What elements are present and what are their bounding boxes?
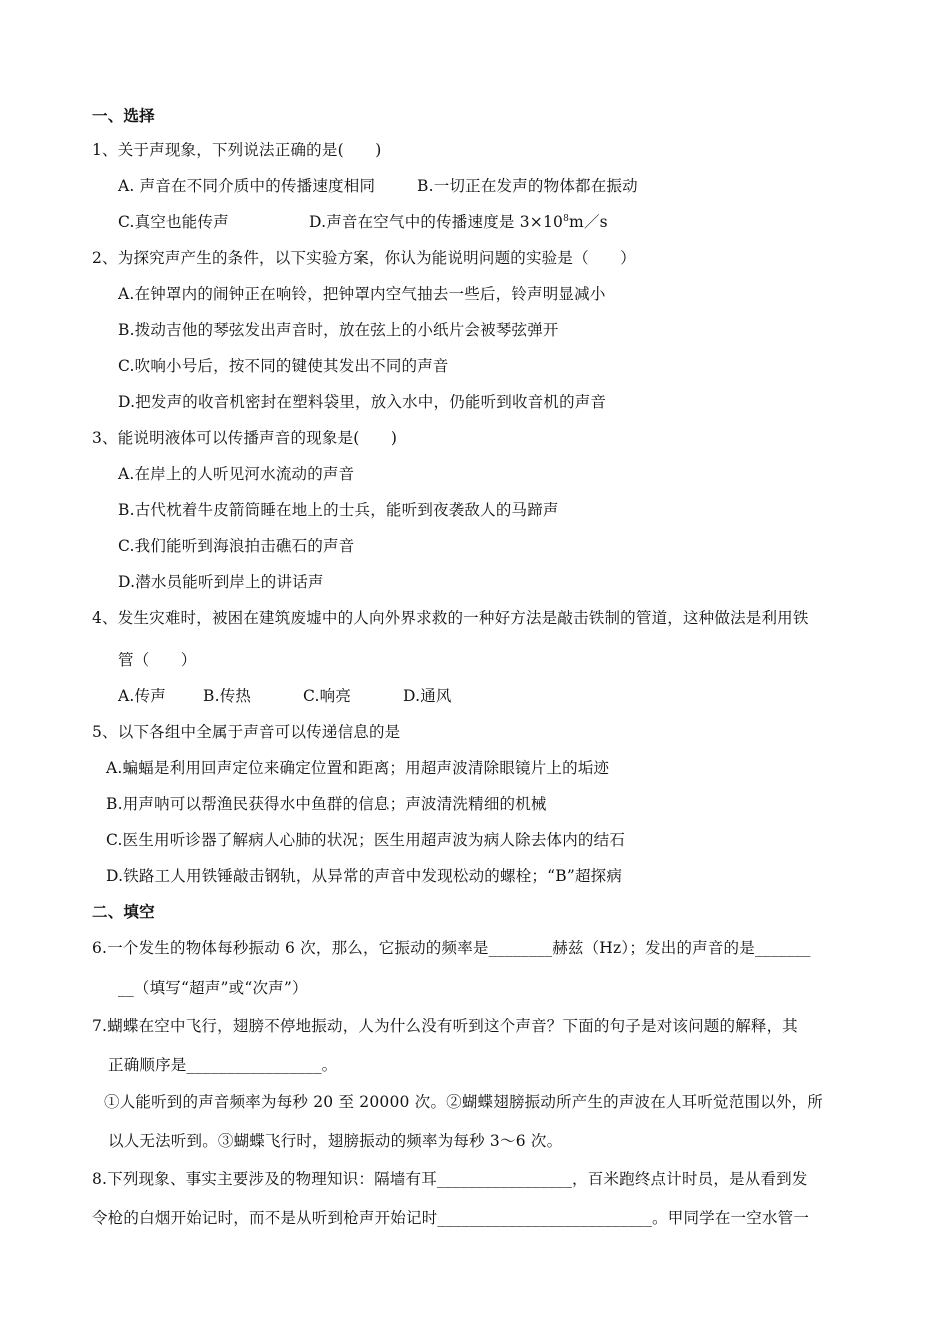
question-6-line-2: __（填写“超声”或“次声”） (118, 979, 308, 997)
question-4-option-a: A.传声 (118, 687, 166, 705)
section-heading-choice: 一、选择 (92, 107, 155, 125)
question-3-stem: 3、能说明液体可以传播声音的现象是( ) (92, 429, 398, 447)
option-d-text: D.声音在空气中的传播速度是 3×10 (309, 213, 564, 231)
question-5-stem: 5、以下各组中全属于声音可以传递信息的是 (92, 723, 401, 741)
section-heading-fill: 二、填空 (92, 903, 155, 921)
question-4-option-d: D.通风 (403, 687, 452, 705)
question-5-option-d: D.铁路工人用铁锤敲击钢轨，从异常的声音中发现松动的螺栓；“B”超探病 (106, 867, 623, 885)
question-1-option-b: B.一切正在发声的物体都在振动 (417, 177, 638, 195)
question-8-line-2: 令枪的白烟开始记时，而不是从听到枪声开始记时___________________________。甲同学在一空水管一 (92, 1209, 810, 1227)
question-3-option-d: D.潜水员能听到岸上的讲话声 (118, 573, 324, 591)
question-4-stem: 4、发生灾难时，被困在建筑废墟中的人向外界求救的一种好方法是敲击铁制的管道，这种做法是利用铁 (92, 609, 809, 627)
question-3-option-c: C.我们能听到海浪拍击礁石的声音 (118, 537, 355, 555)
option-d-unit: m／s (569, 213, 608, 231)
question-1-option-d (309, 210, 608, 232)
question-2-option-a: A.在钟罩内的闹钟正在响铃，把钟罩内空气抽去一些后，铃声明显减小 (118, 285, 606, 303)
question-6-line-1: 6.一个发生的物体每秒振动 6 次，那么，它振动的频率是________赫兹（Hz）；发出的声音的是_______ (92, 939, 811, 957)
question-3-option-a: A.在岸上的人听见河水流动的声音 (118, 465, 355, 483)
question-2-option-c: C.吹响小号后，按不同的键使其发出不同的声音 (118, 357, 449, 375)
question-2-stem: 2、为探究声产生的条件，以下实验方案，你认为能说明问题的实验是（ ） (92, 249, 636, 267)
question-5-option-b: B.用声呐可以帮渔民获得水中鱼群的信息；声波清洗精细的机械 (106, 795, 547, 813)
question-7-line-2: 正确顺序是_________________。 (108, 1056, 338, 1074)
question-4-stem-continued: 管（ ） (118, 651, 197, 669)
question-3-option-b: B.古代枕着牛皮箭筒睡在地上的士兵，能听到夜袭敌人的马蹄声 (118, 501, 559, 519)
question-4-option-c: C.响亮 (303, 687, 352, 705)
exponent: 8 (563, 213, 570, 224)
question-1-option-c: C.真空也能传声 (118, 213, 229, 231)
question-2-option-b: B.拨动吉他的琴弦发出声音时，放在弦上的小纸片会被琴弦弹开 (118, 321, 559, 339)
question-8-line-1: 8.下列现象、事实主要涉及的物理知识：隔墙有耳_________________，百米跑终点计时员，是从看到发 (92, 1170, 808, 1188)
question-5-option-a: A.蝙蝠是利用回声定位来确定位置和距离；用超声波清除眼镜片上的垢迹 (106, 759, 610, 777)
question-7-line-3: ①人能听到的声音频率为每秒 20 至 20000 次。②蝴蝶翅膀振动所产生的声波在人耳听觉范围以外，所 (104, 1093, 823, 1111)
question-7-line-1: 7.蝴蝶在空中飞行，翅膀不停地振动，人为什么没有听到这个声音？下面的句子是对该问题的解释，其 (92, 1017, 798, 1035)
question-7-line-4: 以人无法听到。③蝴蝶飞行时，翅膀振动的频率为每秒 3～6 次。 (108, 1132, 563, 1150)
question-5-option-c: C.医生用听诊器了解病人心肺的状况；医生用超声波为病人除去体内的结石 (106, 831, 626, 849)
question-4-option-b: B.传热 (203, 687, 252, 705)
question-1-option-a: A. 声音在不同介质中的传播速度相同 (118, 177, 376, 195)
question-2-option-d: D.把发声的收音机密封在塑料袋里，放入水中，仍能听到收音机的声音 (118, 393, 607, 411)
question-1-stem: 1、关于声现象，下列说法正确的是( ) (92, 141, 382, 159)
